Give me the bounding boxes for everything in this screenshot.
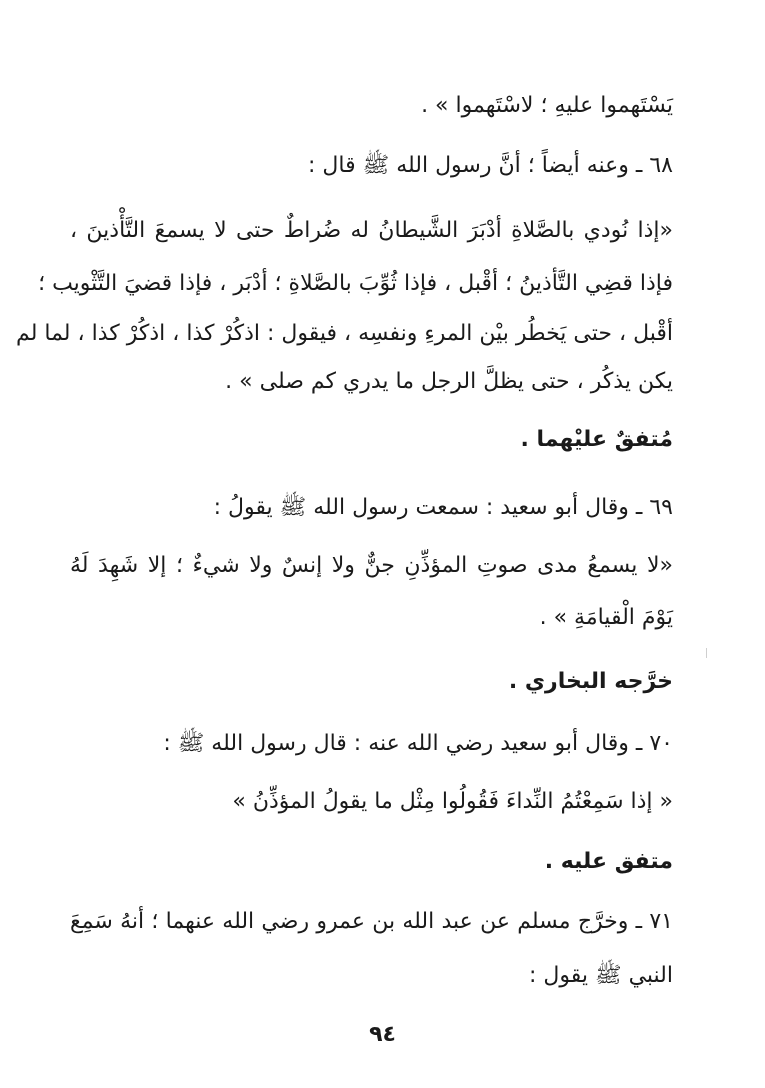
hadith-68-text-line-4: يكن يذكُر ، حتى يظلَّ الرجل ما يدري كم صلى » .	[225, 369, 673, 394]
hadith-70-source: متفق عليه .	[544, 849, 673, 874]
hadith-68-text-line-2: فإذا قضِي التَّأذينُ ؛ أقْبل ، فإذا ثُوِّبَ بالصَّلاةِ ؛ أدْبَر ، فإذا قضيَ التَّثْويب ؛	[38, 271, 673, 296]
hadith-68-text-line-1: «إذا نُودي بالصَّلاةِ أدْبَرَ الشَّيطانُ له ضُراطٌ حتى لا يسمعَ التَّأْذينَ ،	[70, 218, 673, 243]
margin-mark	[706, 648, 707, 658]
text-line-1: يَسْتَهموا عليهِ ؛ لاسْتَهموا » .	[421, 93, 673, 118]
hadith-68-intro: ٦٨ ـ وعنه أيضاً ؛ أنَّ رسول الله ﷺ قال :	[308, 153, 673, 178]
hadith-70-text: « إذا سَمِعْتُمُ النِّداءَ فَقُولُوا مِثْل ما يقولُ المؤذِّنُ »	[232, 789, 673, 814]
hadith-71-intro-line-1: ٧١ ـ وخرَّج مسلم عن عبد الله بن عمرو رضي الله عنهما ؛ أنهُ سَمِعَ	[70, 909, 673, 934]
hadith-70-intro: ٧٠ ـ وقال أبو سعيد رضي الله عنه : قال رسول الله ﷺ :	[163, 731, 673, 756]
hadith-68-text-line-3: أقْبل ، حتى يَخطُر بيْن المرءِ ونفسِه ، فيقول : اذكُرْ كذا ، اذكُرْ كذا ، لما لم	[16, 321, 673, 346]
hadith-69-text-line-1: «لا يسمعُ مدى صوتِ المؤذِّنِ جنٌّ ولا إنسٌ ولا شيءٌ ؛ إلا شَهِدَ لَهُ	[70, 553, 673, 578]
hadith-69-source: خرَّجه البخاري .	[508, 669, 673, 694]
hadith-69-intro: ٦٩ ـ وقال أبو سعيد : سمعت رسول الله ﷺ يقولُ :	[213, 495, 673, 520]
hadith-69-text-line-2: يَوْمَ الْقيامَةِ » .	[539, 605, 673, 630]
hadith-71-intro-line-2: النبي ﷺ يقول :	[529, 963, 673, 988]
hadith-68-source: مُتفقٌ عليْهما .	[520, 427, 673, 452]
page-number: ٩٤	[369, 1022, 396, 1047]
